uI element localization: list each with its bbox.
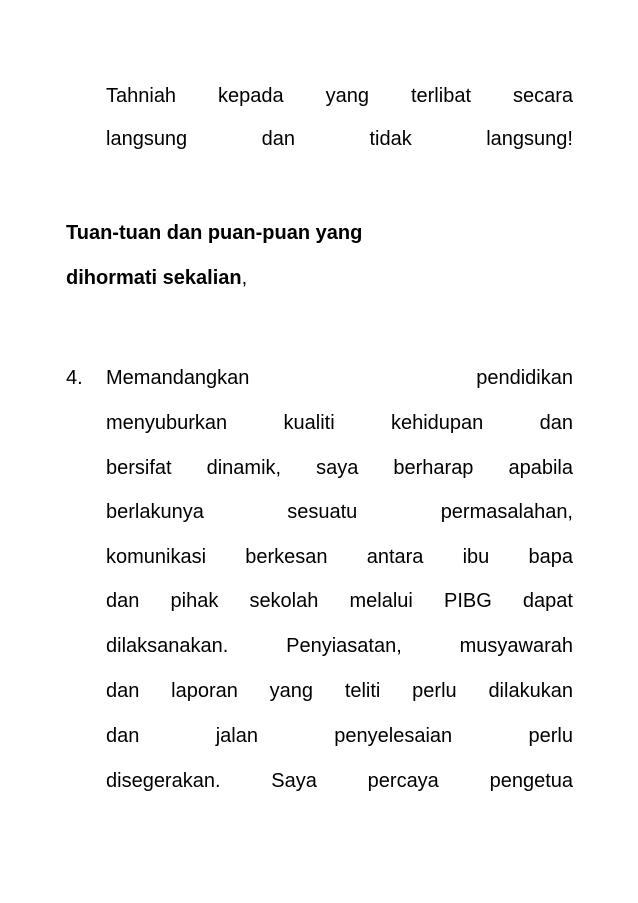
- word: terlibat: [410, 85, 471, 107]
- word: langsung: [106, 128, 188, 150]
- word: pendidikan: [476, 367, 573, 389]
- word: dilakukan: [488, 680, 573, 702]
- word: Penyiasatan,: [286, 635, 402, 657]
- word: kualiti: [283, 412, 335, 434]
- word: pihak: [170, 590, 219, 612]
- word: secara: [512, 85, 573, 107]
- word: sesuatu: [287, 501, 358, 523]
- word: dan: [106, 725, 140, 747]
- word: dan: [261, 128, 296, 150]
- salutation-heading-line-1: [66, 221, 362, 245]
- word: berkesan: [245, 546, 328, 568]
- paragraph-line-5: [106, 545, 573, 569]
- word: bapa: [528, 546, 573, 568]
- paragraph-line-1: [106, 366, 573, 390]
- word: langsung!: [486, 128, 573, 150]
- paragraph-line-7: [106, 634, 573, 658]
- word: jalan: [215, 725, 258, 747]
- word: dan: [106, 590, 140, 612]
- word: teliti: [344, 680, 381, 702]
- heading-text: Tuan-tuan dan puan-puan yang: [66, 222, 363, 244]
- word: saya: [316, 457, 359, 479]
- word: melalui: [349, 590, 413, 612]
- word: dapat: [522, 590, 573, 612]
- word: dilaksanakan.: [106, 635, 229, 657]
- intro-line-1: [106, 84, 573, 108]
- word: dan: [539, 412, 573, 434]
- word: antara: [366, 546, 424, 568]
- salutation-heading-line-2: [66, 266, 247, 290]
- paragraph-line-8: [106, 679, 573, 703]
- word: permasalahan,: [440, 501, 573, 523]
- paragraph-line-4: [106, 500, 573, 524]
- paragraph-line-9: [106, 724, 573, 748]
- word: pengetua: [489, 770, 573, 792]
- word: percaya: [367, 770, 439, 792]
- word: Memandangkan: [106, 367, 250, 389]
- paragraph-number: 4.: [66, 367, 83, 389]
- word: perlu: [528, 725, 573, 747]
- word: menyuburkan: [106, 412, 228, 434]
- word: musyawarah: [459, 635, 573, 657]
- word: dan: [106, 680, 140, 702]
- paragraph-line-3: [106, 456, 573, 480]
- word: komunikasi: [106, 546, 207, 568]
- word: ibu: [462, 546, 490, 568]
- paragraph-line-10: [106, 769, 573, 793]
- word: penyelesaian: [334, 725, 453, 747]
- word: laporan: [171, 680, 238, 702]
- word: bersifat: [106, 457, 172, 479]
- word: Saya: [271, 770, 317, 792]
- word: perlu: [412, 680, 457, 702]
- word: yang: [325, 85, 369, 107]
- word: kehidupan: [390, 412, 484, 434]
- word: PIBG: [443, 590, 492, 612]
- word: apabila: [508, 457, 573, 479]
- word: tidak: [369, 128, 412, 150]
- word: disegerakan.: [106, 770, 221, 792]
- paragraph-line-6: [106, 589, 573, 613]
- word: berharap: [393, 457, 474, 479]
- paragraph-line-2: [106, 411, 573, 435]
- word: berlakunya: [106, 501, 204, 523]
- heading-comma: ,: [241, 267, 248, 289]
- word: sekolah: [249, 590, 319, 612]
- heading-text: dihormati sekalian: [66, 267, 242, 289]
- intro-line-2: [106, 127, 573, 151]
- word: dinamik,: [206, 457, 282, 479]
- word: Tahniah: [106, 85, 177, 107]
- word: kepada: [218, 85, 284, 107]
- word: yang: [269, 680, 314, 702]
